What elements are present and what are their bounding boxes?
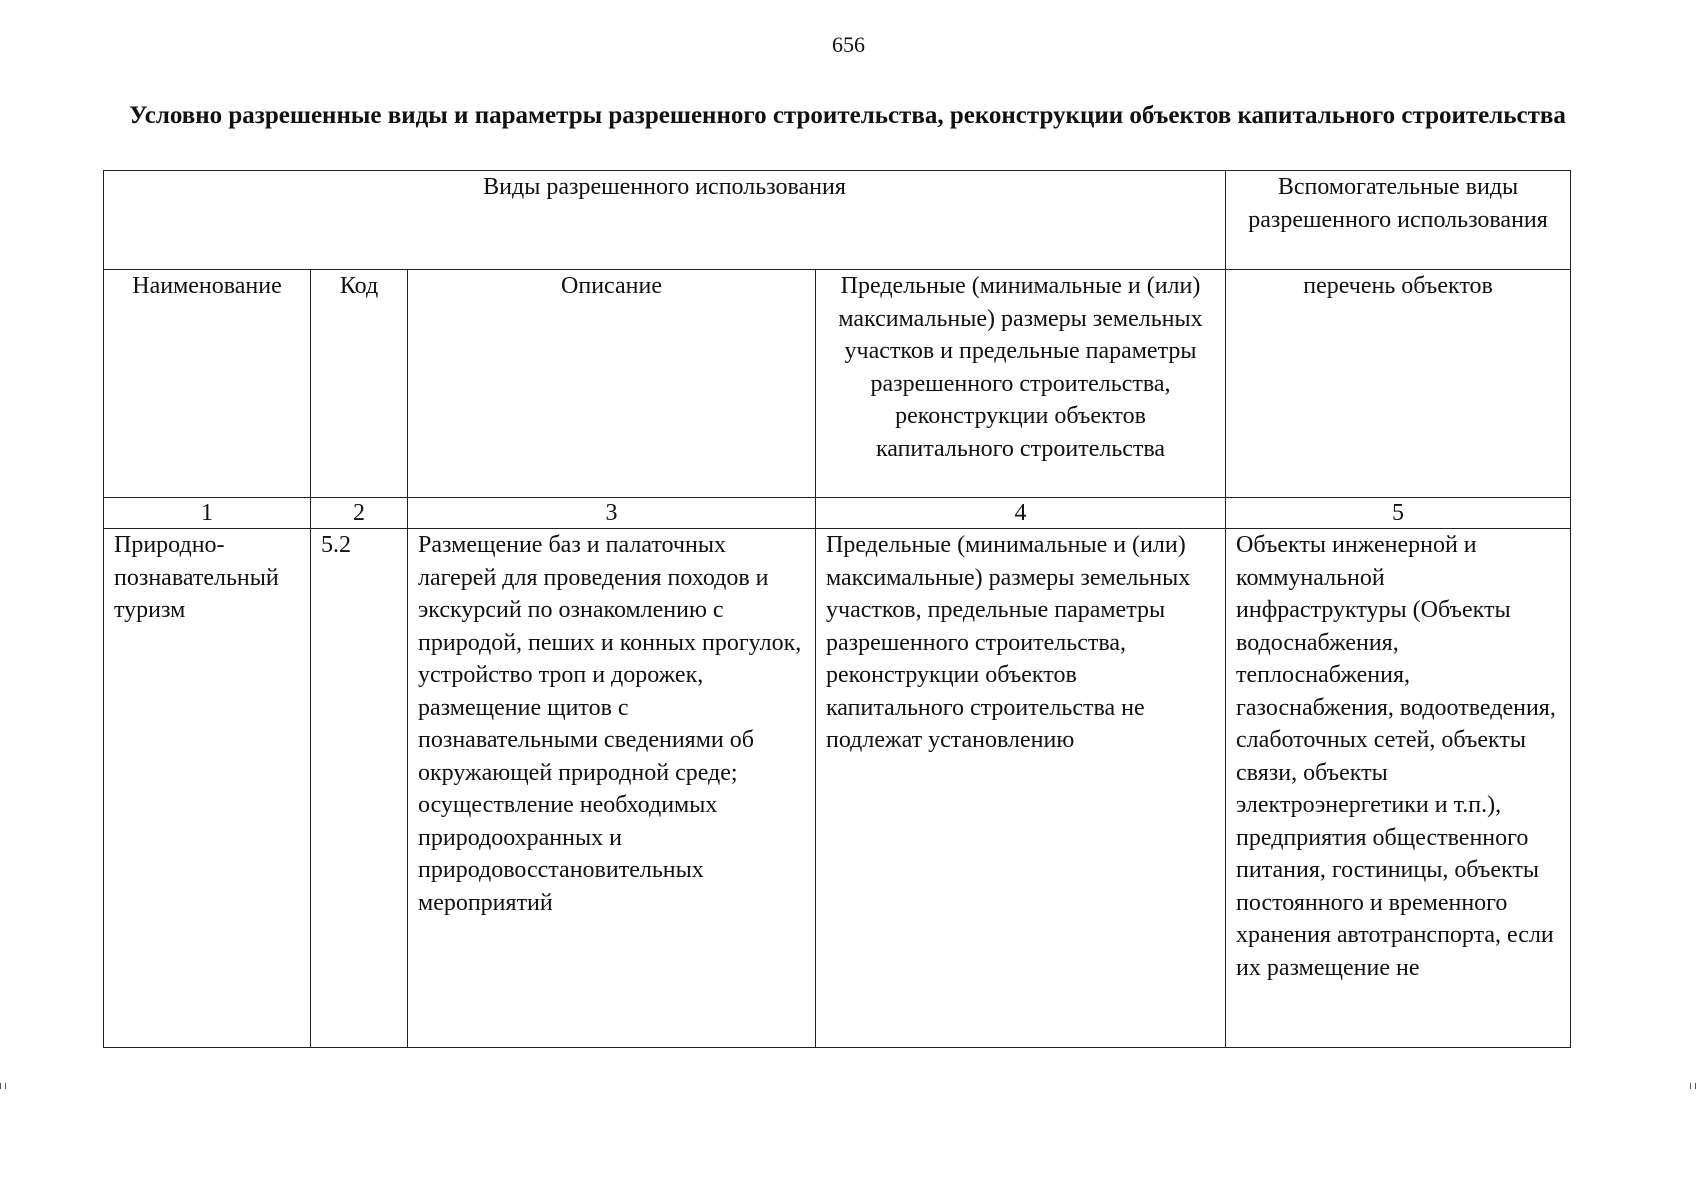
column-number: 2 <box>311 498 408 529</box>
permitted-use-table <box>103 170 1571 1048</box>
column-number: 3 <box>408 498 816 529</box>
column-number: 1 <box>104 498 311 529</box>
column-number: 4 <box>816 498 1226 529</box>
cell-description: Размещение баз и палаточных лагерей для проведения походов и экскурсий по ознакомлению с природой, пеших и конных прогулок, устройство троп и дорожек, размещение щитов с познавательными сведениями об окружающей природной среде; осуществление необходимых природоохранных и природовосстановительных мероприятий <box>408 529 816 1048</box>
column-header-name: Наименование <box>104 270 311 498</box>
column-header-aux-objects: перечень объектов <box>1226 270 1571 498</box>
table-row <box>104 529 1571 1048</box>
column-header-description: Описание <box>408 270 816 498</box>
column-header-code: Код <box>311 270 408 498</box>
scan-edge-mark <box>0 1083 6 1089</box>
column-header-limits: Предельные (минимальные и (или) максимальные) размеры земельных участков и предельные параметры разрешенного строительства, реконструкции объектов капитального строительства <box>816 270 1226 498</box>
page-number: 656 <box>832 32 865 57</box>
table-group-header-row <box>104 171 1571 270</box>
cell-limits: Предельные (минимальные и (или) максимальные) размеры земельных участков, предельные параметры разрешенного строительства, реконструкции объектов капитального строительства не подлежат установлению <box>816 529 1226 1048</box>
table-column-number-row <box>104 498 1571 529</box>
cell-code: 5.2 <box>311 529 408 1048</box>
table-column-header-row <box>104 270 1571 498</box>
group-header-aux: Вспомогательные виды разрешенного использования <box>1226 171 1571 270</box>
document-title: Условно разрешенные виды и параметры разрешенного строительства, реконструкции объектов капитального строительства <box>129 102 1566 129</box>
column-number: 5 <box>1226 498 1571 529</box>
cell-name: Природно-познавательный туризм <box>104 529 311 1048</box>
group-header-main: Виды разрешенного использования <box>104 171 1226 270</box>
cell-aux-objects: Объекты инженерной и коммунальной инфраструктуры (Объекты водоснабжения, теплоснабжения, газоснабжения, водоотведения, слаботочных сетей, объекты связи, объекты электроэнергетики и т.п.), предприятия общественного питания, гостиницы, объекты постоянного и временного хранения автотранспорта, если их размещение не <box>1226 529 1571 1048</box>
scan-edge-mark <box>1690 1083 1696 1089</box>
